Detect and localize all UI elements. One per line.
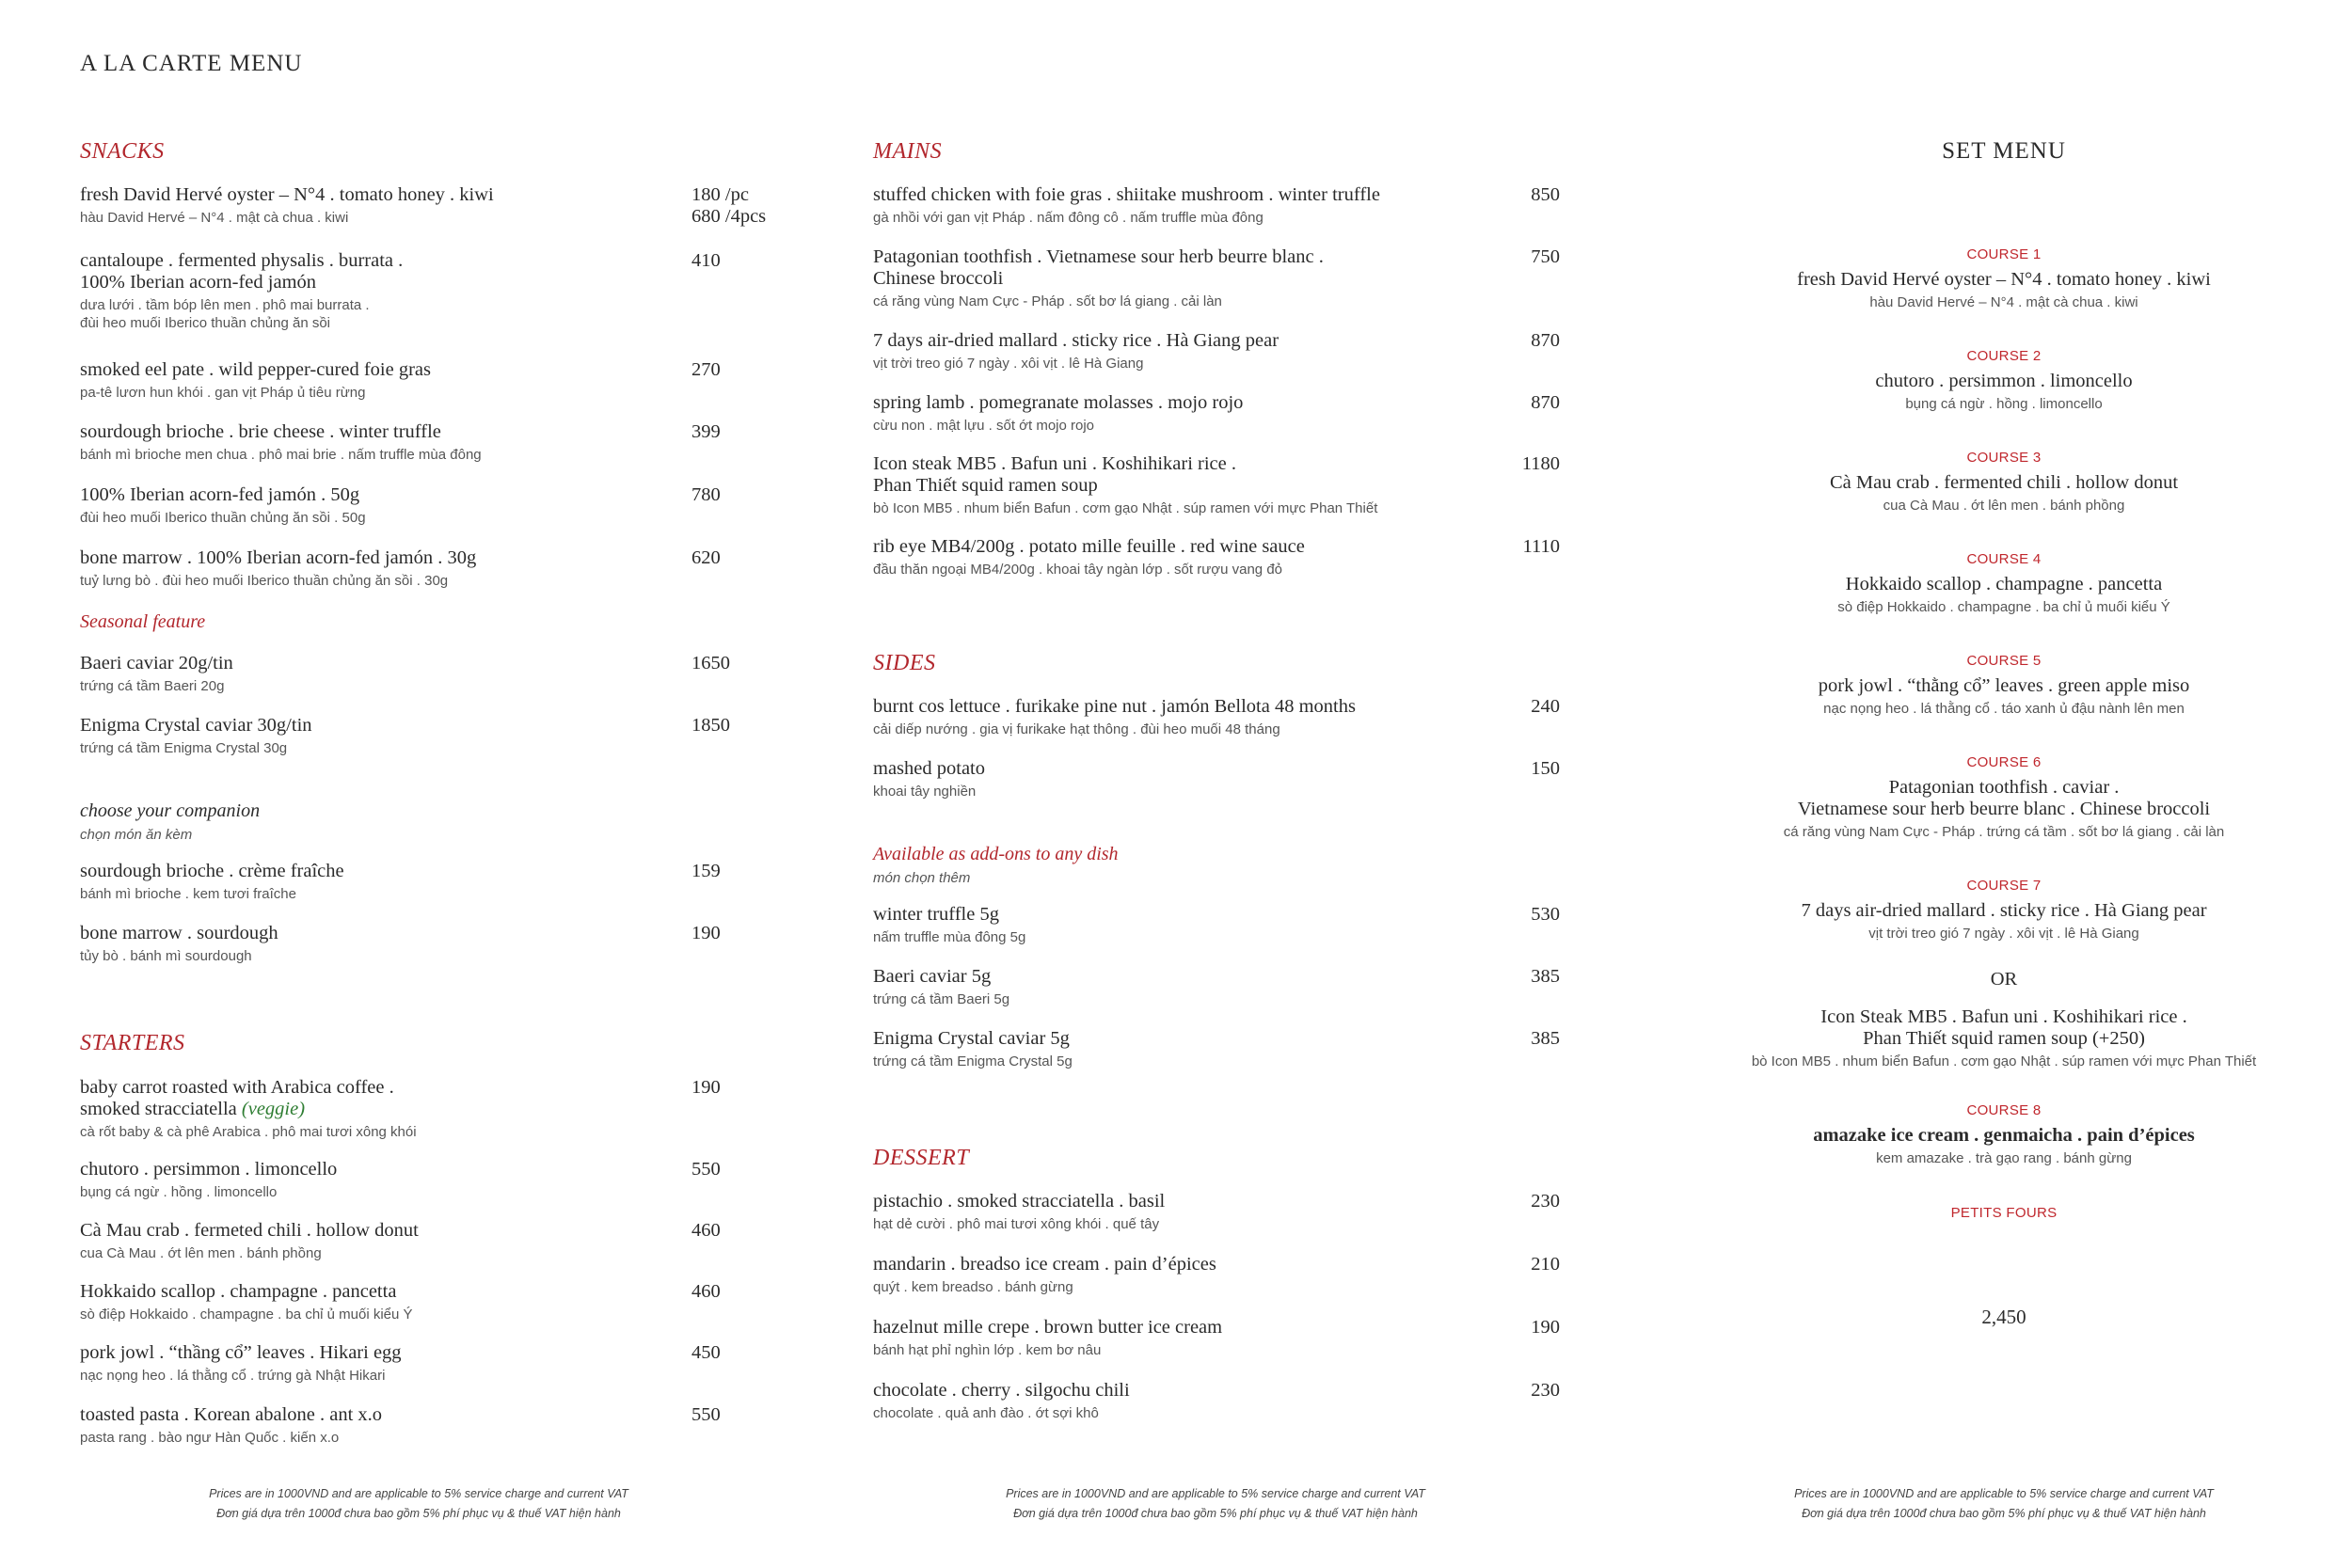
companion-subheading: chọn món ăn kèm — [80, 827, 193, 843]
course-label: COURSE 6 — [1966, 754, 2042, 770]
menu-item — [80, 715, 663, 757]
item-desc: nấm truffle mùa đông 5g — [873, 929, 1026, 945]
page-title: A LA CARTE MENU — [80, 51, 303, 76]
footer-line-vi: Đơn giá dựa trên 1000đ chưa bao gồm 5% phí phục vụ & thuế VAT hiện hành — [1013, 1507, 1418, 1520]
set-menu-price: 2,450 — [1981, 1306, 2026, 1328]
menu-item — [80, 1159, 663, 1201]
course-block — [1693, 551, 2314, 616]
menu-item — [80, 250, 663, 332]
course-desc: vịt trời treo gió 7 ngày . xôi vịt . lê Hà Giang — [1868, 926, 2139, 942]
menu-item — [873, 330, 1475, 372]
item-desc: cua Cà Mau . ớt lên men . bánh phồng — [80, 1245, 322, 1261]
item-name: Hokkaido scallop . champagne . pancetta — [80, 1281, 397, 1302]
course-name: 7 days air-dried mallard . sticky rice . Hà Giang pear — [1801, 900, 2207, 921]
menu-item — [80, 1077, 663, 1141]
item-desc: bụng cá ngừ . hồng . limoncello — [80, 1184, 278, 1200]
menu-item — [80, 484, 663, 527]
item-price: 190 — [691, 923, 721, 943]
footer-line-en: Prices are in 1000VND and are applicable to 5% service charge and current VAT — [1794, 1487, 2214, 1500]
menu-item — [873, 536, 1475, 578]
footer-line-en: Prices are in 1000VND and are applicable to 5% service charge and current VAT — [1006, 1487, 1425, 1500]
item-desc: trứng cá tầm Baeri 20g — [80, 678, 225, 694]
menu-item — [80, 923, 663, 965]
item-desc: chocolate . quả anh đào . ớt sợi khô — [873, 1405, 1099, 1421]
item-price: 870 — [1531, 330, 1560, 351]
item-desc: cải diếp nướng . gia vị furikake hạt thông . đùi heo muối 48 tháng — [873, 721, 1280, 737]
item-price: 530 — [1531, 904, 1560, 925]
item-price: 750 — [1531, 246, 1560, 267]
footer-line-vi: Đơn giá dựa trên 1000đ chưa bao gồm 5% phí phục vụ & thuế VAT hiện hành — [216, 1507, 621, 1520]
item-price: 240 — [1531, 696, 1560, 717]
item-name: pork jowl . “thầng cổ” leaves . Hikari egg — [80, 1342, 402, 1363]
item-name: Icon steak MB5 . Bafun uni . Koshihikari rice . Phan Thiết squid ramen soup — [873, 453, 1237, 496]
item-desc: hàu David Hervé – N°4 . mật cà chua . kiwi — [80, 210, 349, 226]
course-desc: cua Cà Mau . ớt lên men . bánh phồng — [1883, 498, 2125, 514]
section-heading-snacks: SNACKS — [80, 139, 165, 164]
item-price: 1180 — [1521, 453, 1560, 474]
item-name: chutoro . persimmon . limoncello — [80, 1159, 338, 1180]
item-price: 1110 — [1522, 536, 1560, 557]
item-price: 385 — [1531, 1028, 1560, 1049]
item-name: hazelnut mille crepe . brown butter ice cream — [873, 1317, 1223, 1338]
item-desc: vịt trời treo gió 7 ngày . xôi vịt . lê Hà Giang — [873, 356, 1144, 372]
item-price: 550 — [691, 1159, 721, 1180]
item-desc: bánh hạt phỉ nghìn lớp . kem bơ nâu — [873, 1342, 1102, 1358]
item-name: chocolate . cherry . silgochu chili — [873, 1380, 1130, 1401]
item-name: Patagonian toothfish . Vietnamese sour herb beurre blanc . Chinese broccoli — [873, 246, 1324, 289]
menu-item — [873, 392, 1475, 435]
item-name: burnt cos lettuce . furikake pine nut . jamón Bellota 48 months — [873, 696, 1356, 717]
item-name: fresh David Hervé oyster – N°4 . tomato honey . kiwi — [80, 184, 494, 205]
set-menu-title: SET MENU — [1942, 138, 2066, 164]
item-price: 1850 — [691, 715, 730, 736]
item-name: toasted pasta . Korean abalone . ant x.o — [80, 1404, 383, 1425]
item-desc: nạc nọng heo . lá thằng cổ . trứng gà Nhật Hikari — [80, 1368, 386, 1384]
course-label: COURSE 1 — [1966, 246, 2042, 262]
course-block — [1693, 754, 2314, 841]
addons-heading: Available as add-ons to any dish — [873, 844, 1119, 864]
menu-item — [873, 1191, 1475, 1233]
item-name: pistachio . smoked stracciatella . basil — [873, 1191, 1166, 1212]
course-name: Icon Steak MB5 . Bafun uni . Koshihikari rice . Phan Thiết squid ramen soup (+250) — [1820, 1006, 2187, 1049]
item-price: 385 — [1531, 966, 1560, 987]
course-label: COURSE 3 — [1966, 450, 2042, 466]
item-desc: pa-tê lươn hun khói . gan vịt Pháp ủ tiêu rừng — [80, 385, 366, 401]
course-name: amazake ice cream . genmaicha . pain d’épices — [1813, 1125, 2195, 1146]
item-name: 100% Iberian acorn-fed jamón . 50g — [80, 484, 360, 505]
item-price: 190 — [1531, 1317, 1560, 1338]
footer-note — [136, 1484, 701, 1524]
course-desc: kem amazake . trà gạo rang . bánh gừng — [1876, 1150, 2132, 1166]
item-price: 460 — [691, 1281, 721, 1302]
section-heading-dessert: DESSERT — [873, 1146, 970, 1170]
menu-item — [873, 758, 1475, 800]
menu-item — [873, 1028, 1475, 1070]
item-desc: đầu thăn ngoại MB4/200g . khoai tây ngàn lớp . sốt rượu vang đỏ — [873, 562, 1282, 578]
item-desc: bò Icon MB5 . nhum biển Bafun . cơm gạo Nhật . súp ramen với mực Phan Thiết — [873, 500, 1378, 516]
item-desc: trứng cá tầm Enigma Crystal 30g — [80, 740, 288, 756]
item-name-text: baby carrot roasted with Arabica coffee . smoked stracciatella — [80, 1077, 394, 1119]
course-desc: nạc nọng heo . lá thằng cổ . táo xanh ủ đậu nành lên men — [1823, 701, 2185, 717]
item-desc: gà nhồi với gan vịt Pháp . nấm đông cô . nấm truffle mùa đông — [873, 210, 1263, 226]
footer-note — [1722, 1484, 2286, 1524]
section-heading-starters: STARTERS — [80, 1031, 185, 1055]
item-name — [80, 1077, 663, 1120]
course-name: Cà Mau crab . fermented chili . hollow donut — [1829, 472, 2179, 493]
course-desc: hàu David Hervé – N°4 . mật cà chua . kiwi — [1869, 294, 2138, 310]
menu-item — [873, 1380, 1475, 1422]
menu-item — [873, 246, 1475, 310]
item-name: spring lamb . pomegranate molasses . mojo rojo — [873, 392, 1244, 413]
menu-item — [80, 421, 663, 464]
item-desc: bánh mì brioche men chua . phô mai brie . nấm truffle mùa đông — [80, 447, 482, 463]
item-price: 620 — [691, 547, 721, 568]
item-desc: hạt dẻ cười . phô mai tươi xông khói . quế tây — [873, 1216, 1160, 1232]
item-desc: tuỷ lưng bò . đùi heo muối Iberico thuần chủng ăn sồi . 30g — [80, 573, 449, 589]
menu-item — [80, 184, 663, 227]
item-price: 190 — [691, 1077, 721, 1098]
item-name: rib eye MB4/200g . potato mille feuille . red wine sauce — [873, 536, 1305, 557]
item-name: sourdough brioche . brie cheese . winter truffle — [80, 421, 441, 442]
item-name: mashed potato — [873, 758, 985, 779]
item-desc: dưa lưới . tầm bóp lên men . phô mai burrata . đùi heo muối Iberico thuần chủng ăn sồi — [80, 297, 370, 331]
item-name: bone marrow . 100% Iberian acorn-fed jamón . 30g — [80, 547, 477, 568]
menu-item — [80, 861, 663, 903]
item-desc: trứng cá tầm Baeri 5g — [873, 991, 1010, 1007]
item-name: winter truffle 5g — [873, 904, 999, 925]
item-desc: cá răng vùng Nam Cực - Pháp . sốt bơ lá giang . cải làn — [873, 293, 1222, 309]
menu-item — [80, 359, 663, 402]
item-price: 180 /pc 680 /4pcs — [691, 184, 767, 227]
menu-item — [80, 1220, 663, 1262]
menu-item — [873, 1254, 1475, 1296]
item-desc: pasta rang . bào ngư Hàn Quốc . kiến x.o — [80, 1430, 340, 1446]
course-block-alternative — [1693, 1006, 2314, 1070]
item-desc: tủy bò . bánh mì sourdough — [80, 948, 252, 964]
course-block — [1693, 246, 2314, 311]
menu-item — [873, 966, 1475, 1008]
course-name: fresh David Hervé oyster – N°4 . tomato honey . kiwi — [1797, 269, 2211, 290]
course-desc: bò Icon MB5 . nhum biển Bafun . cơm gạo Nhật . súp ramen với mực Phan Thiết — [1751, 1053, 2257, 1069]
course-block — [1693, 1102, 2314, 1167]
item-name: cantaloupe . fermented physalis . burrata . 100% Iberian acorn-fed jamón — [80, 250, 404, 293]
menu-item — [80, 1342, 663, 1385]
item-price: 230 — [1531, 1380, 1560, 1401]
footer-line-en: Prices are in 1000VND and are applicable to 5% service charge and current VAT — [209, 1487, 628, 1500]
item-price: 399 — [691, 421, 721, 442]
item-desc: khoai tây nghiền — [873, 784, 977, 800]
footer-note — [933, 1484, 1498, 1524]
course-block — [1693, 348, 2314, 413]
menu-item — [873, 184, 1475, 227]
menu-item — [873, 453, 1475, 517]
item-desc: bánh mì brioche . kem tươi fraîche — [80, 886, 296, 902]
item-name: 7 days air-dried mallard . sticky rice . Hà Giang pear — [873, 330, 1279, 351]
section-heading-mains: MAINS — [873, 139, 943, 164]
item-price: 780 — [691, 484, 721, 505]
item-price: 159 — [691, 861, 721, 881]
item-name: smoked eel pate . wild pepper-cured foie gras — [80, 359, 431, 380]
course-name: Patagonian toothfish . caviar . Vietnamese sour herb beurre blanc . Chinese broccoli — [1797, 777, 2211, 819]
course-label: PETITS FOURS — [1950, 1205, 2058, 1221]
item-desc: cừu non . mật lựu . sốt ớt mojo rojo — [873, 418, 1095, 434]
petits-fours — [1693, 1205, 2314, 1221]
course-block — [1693, 653, 2314, 718]
item-name: stuffed chicken with foie gras . shiitake mushroom . winter truffle — [873, 184, 1380, 205]
item-name: mandarin . breadso ice cream . pain d’épices — [873, 1254, 1216, 1275]
course-block — [1693, 878, 2314, 942]
menu-item — [80, 1281, 663, 1323]
menu-item — [80, 547, 663, 590]
item-price: 460 — [691, 1220, 721, 1241]
item-name: Enigma Crystal caviar 30g/tin — [80, 715, 312, 736]
course-name: pork jowl . “thằng cổ” leaves . green apple miso — [1818, 675, 2190, 696]
item-price: 850 — [1531, 184, 1560, 205]
item-price: 210 — [1531, 1254, 1560, 1275]
course-desc: bụng cá ngừ . hồng . limoncello — [1905, 396, 2103, 412]
course-label: COURSE 4 — [1966, 551, 2042, 567]
course-label: COURSE 5 — [1966, 653, 2042, 669]
item-desc: trứng cá tầm Enigma Crystal 5g — [873, 1053, 1073, 1069]
footer-line-vi: Đơn giá dựa trên 1000đ chưa bao gồm 5% phí phục vụ & thuế VAT hiện hành — [1802, 1507, 2206, 1520]
item-name: Baeri caviar 5g — [873, 966, 992, 987]
seasonal-heading: Seasonal feature — [80, 611, 206, 632]
item-desc: quýt . kem breadso . bánh gừng — [873, 1279, 1073, 1295]
item-price: 270 — [691, 359, 721, 380]
course-block — [1693, 450, 2314, 515]
item-price: 410 — [691, 250, 721, 271]
item-desc: cà rốt baby & cà phê Arabica . phô mai tươi xông khói — [80, 1124, 417, 1140]
course-name: chutoro . persimmon . limoncello — [1875, 371, 2133, 391]
item-price: 1650 — [691, 653, 730, 673]
menu-item — [873, 696, 1475, 738]
course-name: Hokkaido scallop . champagne . pancetta — [1845, 574, 2163, 594]
item-desc: sò điệp Hokkaido . champagne . ba chỉ ủ muối kiểu Ý — [80, 1307, 413, 1323]
companion-heading: choose your companion — [80, 800, 261, 821]
course-desc: sò điệp Hokkaido . champagne . ba chỉ ủ muối kiểu Ý — [1837, 599, 2170, 615]
menu-item — [873, 904, 1475, 946]
course-label: COURSE 8 — [1966, 1102, 2042, 1118]
addons-subheading: món chọn thêm — [873, 870, 971, 886]
item-price: 870 — [1531, 392, 1560, 413]
menu-item — [80, 653, 663, 695]
item-price: 550 — [691, 1404, 721, 1425]
menu-item — [873, 1317, 1475, 1359]
course-label: COURSE 7 — [1966, 878, 2042, 894]
course-desc: cá răng vùng Nam Cực - Pháp . trứng cá tầm . sốt bơ lá giang . cải làn — [1783, 824, 2225, 840]
section-heading-sides: SIDES — [873, 651, 936, 675]
item-name: Baeri caviar 20g/tin — [80, 653, 233, 673]
item-price: 230 — [1531, 1191, 1560, 1212]
veggie-label: (veggie) — [241, 1099, 306, 1119]
item-price: 450 — [691, 1342, 721, 1363]
menu-item — [80, 1404, 663, 1447]
item-name: bone marrow . sourdough — [80, 923, 278, 943]
item-name: Cà Mau crab . fermeted chili . hollow donut — [80, 1220, 419, 1241]
item-name: sourdough brioche . crème fraîche — [80, 861, 344, 881]
item-price: 150 — [1531, 758, 1560, 779]
item-name: Enigma Crystal caviar 5g — [873, 1028, 1070, 1049]
item-desc: đùi heo muối Iberico thuần chủng ăn sồi . 50g — [80, 510, 366, 526]
or-separator: OR — [1990, 969, 2018, 990]
course-label: COURSE 2 — [1966, 348, 2042, 364]
